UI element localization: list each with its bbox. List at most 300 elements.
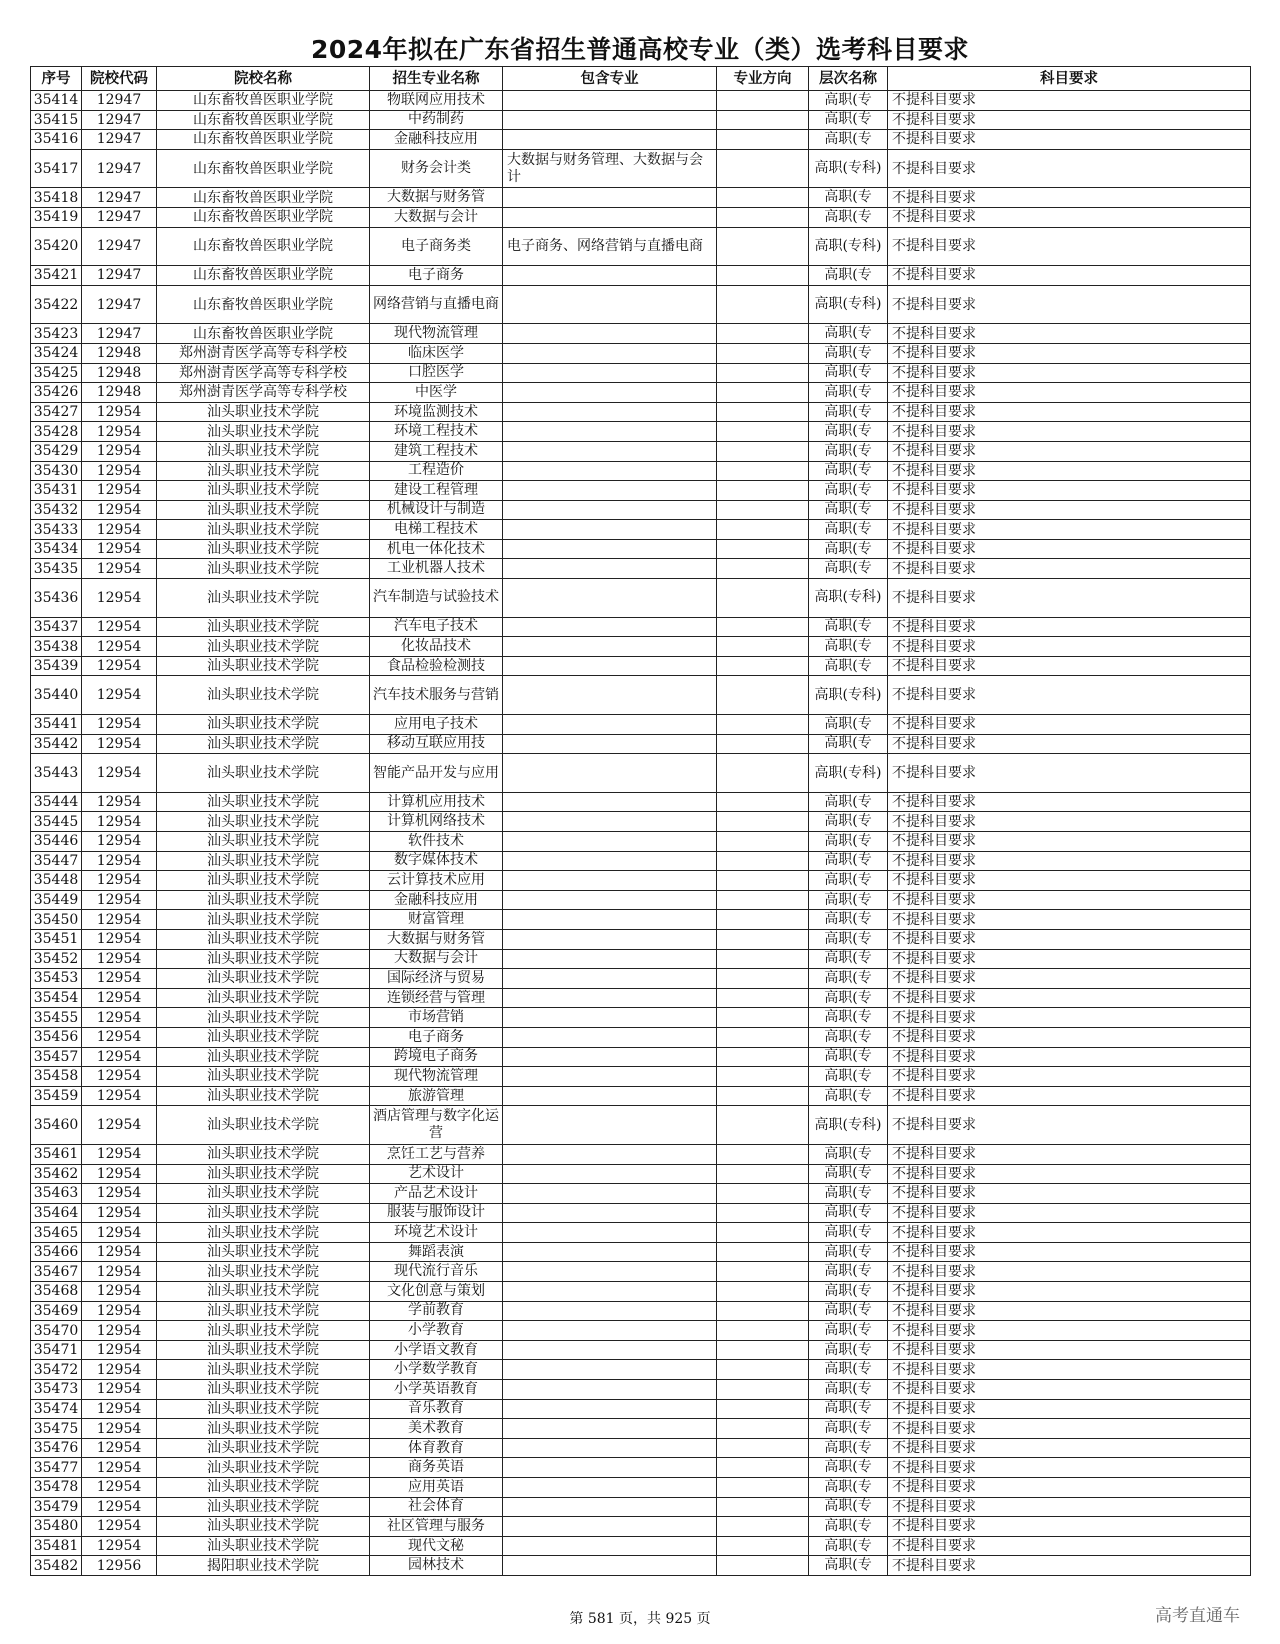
cell-school-name: 汕头职业技术学院 [157,929,370,949]
table-row [31,266,1251,286]
cell-school-code: 12954 [82,579,157,618]
cell-school-code: 12954 [82,481,157,501]
cell-subject-requirement: 不提科目要求 [888,1419,1251,1439]
cell-seq: 35428 [31,422,82,442]
cell-level: 高职(专 [809,1086,888,1106]
cell-seq: 35480 [31,1517,82,1537]
cell-direction [717,520,809,540]
cell-school-name: 山东畜牧兽医职业学院 [157,91,370,111]
cell-subject-requirement: 不提科目要求 [888,1438,1251,1458]
cell-subject-requirement: 不提科目要求 [888,1321,1251,1341]
table-row [31,871,1251,891]
table-row [31,1438,1251,1458]
cell-school-name: 汕头职业技术学院 [157,559,370,579]
header-level: 层次名称 [809,67,888,91]
cell-school-name: 汕头职业技术学院 [157,812,370,832]
cell-major-name: 计算机网络技术 [370,812,503,832]
cell-level: 高职(专 [809,520,888,540]
cell-seq: 35415 [31,110,82,130]
cell-seq: 35435 [31,559,82,579]
cell-major-name: 应用英语 [370,1478,503,1498]
cell-level: 高职(专 [809,792,888,812]
cell-subject-requirement: 不提科目要求 [888,1478,1251,1498]
cell-major-name: 汽车制造与试验技术 [370,579,503,618]
cell-level: 高职(专 [809,715,888,735]
cell-major-name: 体育教育 [370,1438,503,1458]
cell-included-majors [503,1556,717,1576]
table-row [31,1047,1251,1067]
table-row [31,227,1251,266]
cell-level: 高职(专科) [809,149,888,188]
cell-seq: 35472 [31,1360,82,1380]
cell-subject-requirement: 不提科目要求 [888,441,1251,461]
cell-major-name: 小学教育 [370,1321,503,1341]
cell-included-majors [503,617,717,637]
cell-school-name: 汕头职业技术学院 [157,734,370,754]
cell-school-code: 12954 [82,1301,157,1321]
cell-seq: 35421 [31,266,82,286]
cell-major-name: 财富管理 [370,910,503,930]
cell-school-name: 汕头职业技术学院 [157,1340,370,1360]
cell-seq: 35482 [31,1556,82,1576]
cell-seq: 35429 [31,441,82,461]
cell-major-name: 应用电子技术 [370,715,503,735]
cell-major-name: 智能产品开发与应用 [370,754,503,793]
cell-seq: 35451 [31,929,82,949]
cell-direction [717,188,809,208]
cell-level: 高职(专科) [809,285,888,324]
cell-included-majors [503,1458,717,1478]
cell-included-majors [503,324,717,344]
cell-level: 高职(专 [809,1438,888,1458]
cell-included-majors [503,207,717,227]
header-row [31,67,1251,91]
cell-seq: 35442 [31,734,82,754]
cell-seq: 35417 [31,149,82,188]
cell-major-name: 音乐教育 [370,1399,503,1419]
cell-major-name: 电子商务类 [370,227,503,266]
cell-direction [717,1164,809,1184]
cell-included-majors [503,1360,717,1380]
table-row [31,207,1251,227]
cell-level: 高职(专 [809,1144,888,1164]
table-row [31,1399,1251,1419]
cell-school-name: 汕头职业技术学院 [157,500,370,520]
cell-direction [717,851,809,871]
table-row [31,1184,1251,1204]
cell-direction [717,1517,809,1537]
header-subject-requirement: 科目要求 [888,67,1251,91]
table-row [31,1497,1251,1517]
cell-school-name: 山东畜牧兽医职业学院 [157,110,370,130]
cell-major-name: 电子商务 [370,266,503,286]
cell-major-name: 电子商务 [370,1027,503,1047]
cell-included-majors [503,1419,717,1439]
cell-included-majors [503,1144,717,1164]
cell-major-name: 口腔医学 [370,363,503,383]
cell-major-name: 机电一体化技术 [370,539,503,559]
cell-included-majors [503,1340,717,1360]
cell-level: 高职(专 [809,343,888,363]
cell-seq: 35464 [31,1203,82,1223]
cell-seq: 35433 [31,520,82,540]
cell-level: 高职(专 [809,539,888,559]
cell-major-name: 移动互联应用技 [370,734,503,754]
cell-school-name: 山东畜牧兽医职业学院 [157,188,370,208]
cell-seq: 35423 [31,324,82,344]
cell-school-name: 汕头职业技术学院 [157,1458,370,1478]
cell-direction [717,539,809,559]
cell-seq: 35467 [31,1262,82,1282]
cell-school-name: 汕头职业技术学院 [157,1478,370,1498]
cell-subject-requirement: 不提科目要求 [888,1360,1251,1380]
cell-seq: 35447 [31,851,82,871]
cell-subject-requirement: 不提科目要求 [888,851,1251,871]
cell-included-majors [503,91,717,111]
cell-level: 高职(专 [809,1067,888,1087]
cell-subject-requirement: 不提科目要求 [888,832,1251,852]
cell-level: 高职(专科) [809,754,888,793]
cell-school-code: 12954 [82,1008,157,1028]
cell-major-name: 化妆品技术 [370,637,503,657]
cell-direction [717,1027,809,1047]
cell-level: 高职(专科) [809,676,888,715]
cell-school-code: 12954 [82,422,157,442]
cell-direction [717,929,809,949]
cell-subject-requirement: 不提科目要求 [888,188,1251,208]
cell-major-name: 美术教育 [370,1419,503,1439]
cell-level: 高职(专 [809,1164,888,1184]
cell-level: 高职(专 [809,1321,888,1341]
cell-school-code: 12954 [82,441,157,461]
cell-included-majors [503,754,717,793]
cell-school-code: 12956 [82,1556,157,1576]
cell-subject-requirement: 不提科目要求 [888,1047,1251,1067]
cell-level: 高职(专 [809,1478,888,1498]
cell-level: 高职(专 [809,91,888,111]
table-row [31,1203,1251,1223]
table-row [31,91,1251,111]
cell-subject-requirement: 不提科目要求 [888,266,1251,286]
cell-major-name: 财务会计类 [370,149,503,188]
cell-direction [717,1556,809,1576]
cell-level: 高职(专 [809,110,888,130]
table-row [31,929,1251,949]
cell-seq: 35449 [31,890,82,910]
cell-school-code: 12954 [82,910,157,930]
cell-major-name: 烹饪工艺与营养 [370,1144,503,1164]
table-row [31,1164,1251,1184]
table-row [31,1067,1251,1087]
cell-direction [717,343,809,363]
cell-major-name: 文化创意与策划 [370,1282,503,1302]
cell-school-name: 山东畜牧兽医职业学院 [157,227,370,266]
cell-direction [717,734,809,754]
cell-school-code: 12954 [82,949,157,969]
cell-direction [717,402,809,422]
cell-seq: 35460 [31,1106,82,1145]
cell-subject-requirement: 不提科目要求 [888,1282,1251,1302]
cell-included-majors [503,559,717,579]
cell-school-name: 汕头职业技术学院 [157,988,370,1008]
cell-level: 高职(专 [809,324,888,344]
cell-included-majors [503,715,717,735]
cell-seq: 35465 [31,1223,82,1243]
table-row [31,969,1251,989]
header-direction: 专业方向 [717,67,809,91]
table-row [31,1419,1251,1439]
cell-major-name: 金融科技应用 [370,890,503,910]
cell-level: 高职(专 [809,266,888,286]
cell-seq: 35471 [31,1340,82,1360]
cell-subject-requirement: 不提科目要求 [888,1008,1251,1028]
table-row [31,890,1251,910]
cell-school-code: 12954 [82,1027,157,1047]
cell-level: 高职(专 [809,812,888,832]
cell-included-majors [503,1008,717,1028]
cell-level: 高职(专 [809,1497,888,1517]
table-row [31,383,1251,403]
cell-major-name: 电梯工程技术 [370,520,503,540]
cell-school-name: 汕头职业技术学院 [157,1399,370,1419]
cell-included-majors [503,1223,717,1243]
table-row [31,402,1251,422]
table-row [31,754,1251,793]
cell-school-code: 12954 [82,1438,157,1458]
cell-subject-requirement: 不提科目要求 [888,910,1251,930]
cell-school-name: 汕头职业技术学院 [157,1184,370,1204]
cell-direction [717,324,809,344]
cell-direction [717,441,809,461]
header-school-name: 院校名称 [157,67,370,91]
table-row [31,1360,1251,1380]
cell-seq: 35457 [31,1047,82,1067]
cell-included-majors [503,1301,717,1321]
cell-level: 高职(专 [809,461,888,481]
cell-included-majors [503,1203,717,1223]
cell-direction [717,1536,809,1556]
cell-school-code: 12954 [82,1399,157,1419]
cell-included-majors [503,130,717,150]
cell-major-name: 现代物流管理 [370,1067,503,1087]
cell-school-name: 汕头职业技术学院 [157,1380,370,1400]
table-row [31,579,1251,618]
cell-school-code: 12954 [82,676,157,715]
cell-school-name: 山东畜牧兽医职业学院 [157,285,370,324]
table-row [31,812,1251,832]
cell-school-name: 汕头职业技术学院 [157,1301,370,1321]
table-row [31,422,1251,442]
cell-included-majors [503,500,717,520]
cell-level: 高职(专 [809,656,888,676]
cell-direction [717,1321,809,1341]
cell-school-code: 12954 [82,1262,157,1282]
cell-school-name: 汕头职业技术学院 [157,617,370,637]
cell-included-majors [503,1399,717,1419]
cell-major-name: 连锁经营与管理 [370,988,503,1008]
cell-included-majors [503,441,717,461]
cell-included-majors [503,422,717,442]
cell-level: 高职(专 [809,383,888,403]
cell-school-name: 汕头职业技术学院 [157,1067,370,1087]
cell-included-majors [503,1478,717,1498]
cell-direction [717,1086,809,1106]
cell-school-name: 汕头职业技术学院 [157,676,370,715]
cell-direction [717,715,809,735]
table-row [31,792,1251,812]
cell-school-code: 12954 [82,500,157,520]
cell-subject-requirement: 不提科目要求 [888,1106,1251,1145]
cell-school-name: 汕头职业技术学院 [157,1262,370,1282]
cell-direction [717,579,809,618]
cell-school-code: 12954 [82,461,157,481]
cell-subject-requirement: 不提科目要求 [888,1144,1251,1164]
cell-school-name: 汕头职业技术学院 [157,441,370,461]
table-body [31,91,1251,1576]
cell-level: 高职(专 [809,1262,888,1282]
table-row [31,617,1251,637]
cell-school-name: 山东畜牧兽医职业学院 [157,207,370,227]
cell-major-name: 中药制药 [370,110,503,130]
cell-school-code: 12947 [82,110,157,130]
cell-school-code: 12954 [82,1458,157,1478]
cell-direction [717,227,809,266]
table-row [31,1086,1251,1106]
cell-included-majors [503,1067,717,1087]
cell-subject-requirement: 不提科目要求 [888,461,1251,481]
cell-seq: 35436 [31,579,82,618]
cell-school-code: 12954 [82,715,157,735]
cell-school-code: 12954 [82,1282,157,1302]
cell-school-code: 12954 [82,520,157,540]
cell-direction [717,1184,809,1204]
cell-seq: 35422 [31,285,82,324]
cell-direction [717,1380,809,1400]
cell-direction [717,1458,809,1478]
cell-major-name: 现代物流管理 [370,324,503,344]
cell-included-majors [503,1438,717,1458]
cell-seq: 35414 [31,91,82,111]
cell-level: 高职(专 [809,949,888,969]
cell-major-name: 工业机器人技术 [370,559,503,579]
cell-subject-requirement: 不提科目要求 [888,617,1251,637]
cell-school-name: 汕头职业技术学院 [157,539,370,559]
cell-school-code: 12954 [82,754,157,793]
cell-level: 高职(专 [809,929,888,949]
cell-level: 高职(专 [809,422,888,442]
cell-direction [717,110,809,130]
cell-direction [717,91,809,111]
cell-included-majors [503,1497,717,1517]
cell-included-majors [503,1262,717,1282]
cell-school-name: 汕头职业技术学院 [157,949,370,969]
cell-direction [717,1223,809,1243]
cell-included-majors [503,520,717,540]
cell-school-name: 山东畜牧兽医职业学院 [157,324,370,344]
cell-subject-requirement: 不提科目要求 [888,988,1251,1008]
cell-level: 高职(专 [809,1203,888,1223]
cell-school-code: 12954 [82,559,157,579]
cell-major-name: 社会体育 [370,1497,503,1517]
cell-included-majors [503,851,717,871]
cell-level: 高职(专 [809,617,888,637]
table-row [31,734,1251,754]
cell-direction [717,1242,809,1262]
cell-school-name: 汕头职业技术学院 [157,1536,370,1556]
cell-subject-requirement: 不提科目要求 [888,1027,1251,1047]
cell-major-name: 服装与服饰设计 [370,1203,503,1223]
cell-seq: 35470 [31,1321,82,1341]
cell-seq: 35476 [31,1438,82,1458]
cell-major-name: 中医学 [370,383,503,403]
cell-subject-requirement: 不提科目要求 [888,130,1251,150]
cell-seq: 35473 [31,1380,82,1400]
table-row [31,1282,1251,1302]
cell-subject-requirement: 不提科目要求 [888,1536,1251,1556]
cell-subject-requirement: 不提科目要求 [888,1301,1251,1321]
cell-subject-requirement: 不提科目要求 [888,91,1251,111]
cell-included-majors [503,266,717,286]
table-row [31,461,1251,481]
cell-included-majors [503,910,717,930]
cell-included-majors [503,929,717,949]
cell-seq: 35443 [31,754,82,793]
cell-seq: 35440 [31,676,82,715]
cell-school-code: 12954 [82,812,157,832]
cell-school-code: 12954 [82,1047,157,1067]
cell-subject-requirement: 不提科目要求 [888,1497,1251,1517]
cell-subject-requirement: 不提科目要求 [888,227,1251,266]
table-row [31,1262,1251,1282]
cell-subject-requirement: 不提科目要求 [888,656,1251,676]
cell-direction [717,1144,809,1164]
cell-school-name: 汕头职业技术学院 [157,579,370,618]
table-row [31,1027,1251,1047]
cell-subject-requirement: 不提科目要求 [888,637,1251,657]
cell-school-name: 汕头职业技术学院 [157,402,370,422]
table-row [31,676,1251,715]
cell-major-name: 环境艺术设计 [370,1223,503,1243]
cell-level: 高职(专 [809,1399,888,1419]
cell-level: 高职(专 [809,500,888,520]
cell-direction [717,969,809,989]
requirements-table [30,66,1251,1576]
table-row [31,324,1251,344]
cell-included-majors [503,343,717,363]
cell-seq: 35427 [31,402,82,422]
cell-direction [717,559,809,579]
cell-level: 高职(专 [809,1027,888,1047]
cell-seq: 35459 [31,1086,82,1106]
cell-direction [717,1301,809,1321]
cell-seq: 35450 [31,910,82,930]
cell-level: 高职(专 [809,734,888,754]
cell-direction [717,1497,809,1517]
table-row [31,188,1251,208]
cell-included-majors [503,988,717,1008]
table-row [31,343,1251,363]
cell-seq: 35424 [31,343,82,363]
cell-seq: 35461 [31,1144,82,1164]
cell-included-majors [503,579,717,618]
cell-direction [717,871,809,891]
table-row [31,149,1251,188]
cell-seq: 35430 [31,461,82,481]
cell-included-majors [503,949,717,969]
cell-major-name: 大数据与财务管 [370,929,503,949]
cell-subject-requirement: 不提科目要求 [888,871,1251,891]
cell-major-name: 云计算技术应用 [370,871,503,891]
